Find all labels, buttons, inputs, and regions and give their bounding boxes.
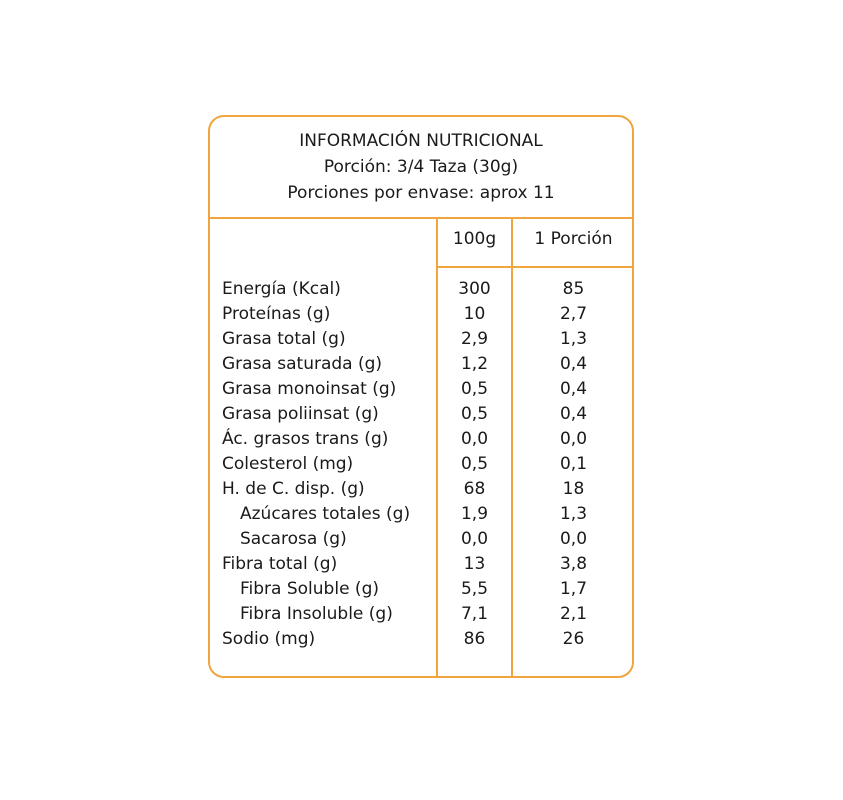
- nutrient-name: H. de C. disp. (g): [222, 479, 365, 499]
- value-per-serving: 0,4: [559, 404, 588, 424]
- value-per-serving: 3,8: [559, 554, 588, 574]
- nutrient-row-total-fiber: [210, 552, 632, 577]
- nutrient-row-protein: [210, 302, 632, 327]
- nutrient-rows: [210, 277, 632, 652]
- value-per-100g: 5,5: [460, 579, 489, 599]
- nutrient-name: Grasa poliinsat (g): [222, 404, 379, 424]
- value-per-100g: 13: [463, 554, 486, 574]
- value-per-serving: 0,0: [559, 529, 588, 549]
- nutrient-name: Azúcares totales (g): [240, 504, 411, 524]
- value-per-100g: 68: [463, 479, 486, 499]
- value-per-serving: 0,0: [559, 429, 588, 449]
- value-per-100g: 1,2: [460, 354, 489, 374]
- value-per-serving: 2,1: [559, 604, 588, 624]
- nutrient-name: Sacarosa (g): [240, 529, 347, 549]
- nutrient-row-monounsaturated-fat: [210, 377, 632, 402]
- value-per-serving: 0,4: [559, 379, 588, 399]
- value-per-serving: 0,1: [559, 454, 588, 474]
- nutrient-row-polyunsaturated-fat: [210, 402, 632, 427]
- nutrient-name: Grasa monoinsat (g): [222, 379, 397, 399]
- value-per-serving: 18: [562, 479, 585, 499]
- value-per-serving: 85: [562, 279, 585, 299]
- header-divider: [210, 217, 632, 219]
- label-header: [210, 117, 632, 219]
- nutrient-name: Proteínas (g): [222, 304, 331, 324]
- value-per-100g: 0,5: [460, 454, 489, 474]
- column-header-serving: 1 Porción: [534, 229, 613, 249]
- nutrient-row-cholesterol: [210, 452, 632, 477]
- column-header-100g: 100g: [452, 229, 497, 249]
- value-per-100g: 0,0: [460, 429, 489, 449]
- value-per-100g: 7,1: [460, 604, 489, 624]
- nutrient-row-soluble-fiber: [210, 577, 632, 602]
- serving-size: Porción: 3/4 Taza (30g): [323, 157, 519, 177]
- value-per-100g: 0,5: [460, 379, 489, 399]
- value-per-100g: 86: [463, 629, 486, 649]
- nutrient-name: Colesterol (mg): [222, 454, 354, 474]
- value-per-100g: 0,5: [460, 404, 489, 424]
- nutrient-name: Fibra total (g): [222, 554, 338, 574]
- value-per-serving: 1,3: [559, 504, 588, 524]
- nutrient-row-insoluble-fiber: [210, 602, 632, 627]
- value-per-serving: 1,7: [559, 579, 588, 599]
- label-title: INFORMACIÓN NUTRICIONAL: [299, 131, 543, 151]
- nutrient-row-total-fat: [210, 327, 632, 352]
- nutrient-row-sodium: [210, 627, 632, 652]
- nutrient-name: Sodio (mg): [222, 629, 316, 649]
- value-per-serving: 0,4: [559, 354, 588, 374]
- value-per-100g: 10: [463, 304, 486, 324]
- nutrient-row-energy: [210, 277, 632, 302]
- value-per-100g: 1,9: [460, 504, 489, 524]
- nutrient-row-sucrose: [210, 527, 632, 552]
- servings-per-container: Porciones por envase: aprox 11: [287, 183, 555, 203]
- nutrient-name: Fibra Insoluble (g): [240, 604, 393, 624]
- nutrient-name: Grasa saturada (g): [222, 354, 383, 374]
- nutrient-name: Fibra Soluble (g): [240, 579, 379, 599]
- nutrient-row-trans-fat: [210, 427, 632, 452]
- nutrition-facts-label: [208, 115, 634, 678]
- column-header-divider: [436, 266, 634, 268]
- value-per-100g: 0,0: [460, 529, 489, 549]
- value-per-serving: 2,7: [559, 304, 588, 324]
- value-per-serving: 1,3: [559, 329, 588, 349]
- nutrient-row-total-sugars: [210, 502, 632, 527]
- value-per-100g: 300: [458, 279, 491, 299]
- value-per-100g: 2,9: [460, 329, 489, 349]
- value-per-serving: 26: [562, 629, 585, 649]
- nutrient-row-carbohydrates: [210, 477, 632, 502]
- nutrient-name: Energía (Kcal): [222, 279, 341, 299]
- nutrient-row-saturated-fat: [210, 352, 632, 377]
- nutrient-name: Grasa total (g): [222, 329, 346, 349]
- nutrient-name: Ác. grasos trans (g): [222, 429, 389, 449]
